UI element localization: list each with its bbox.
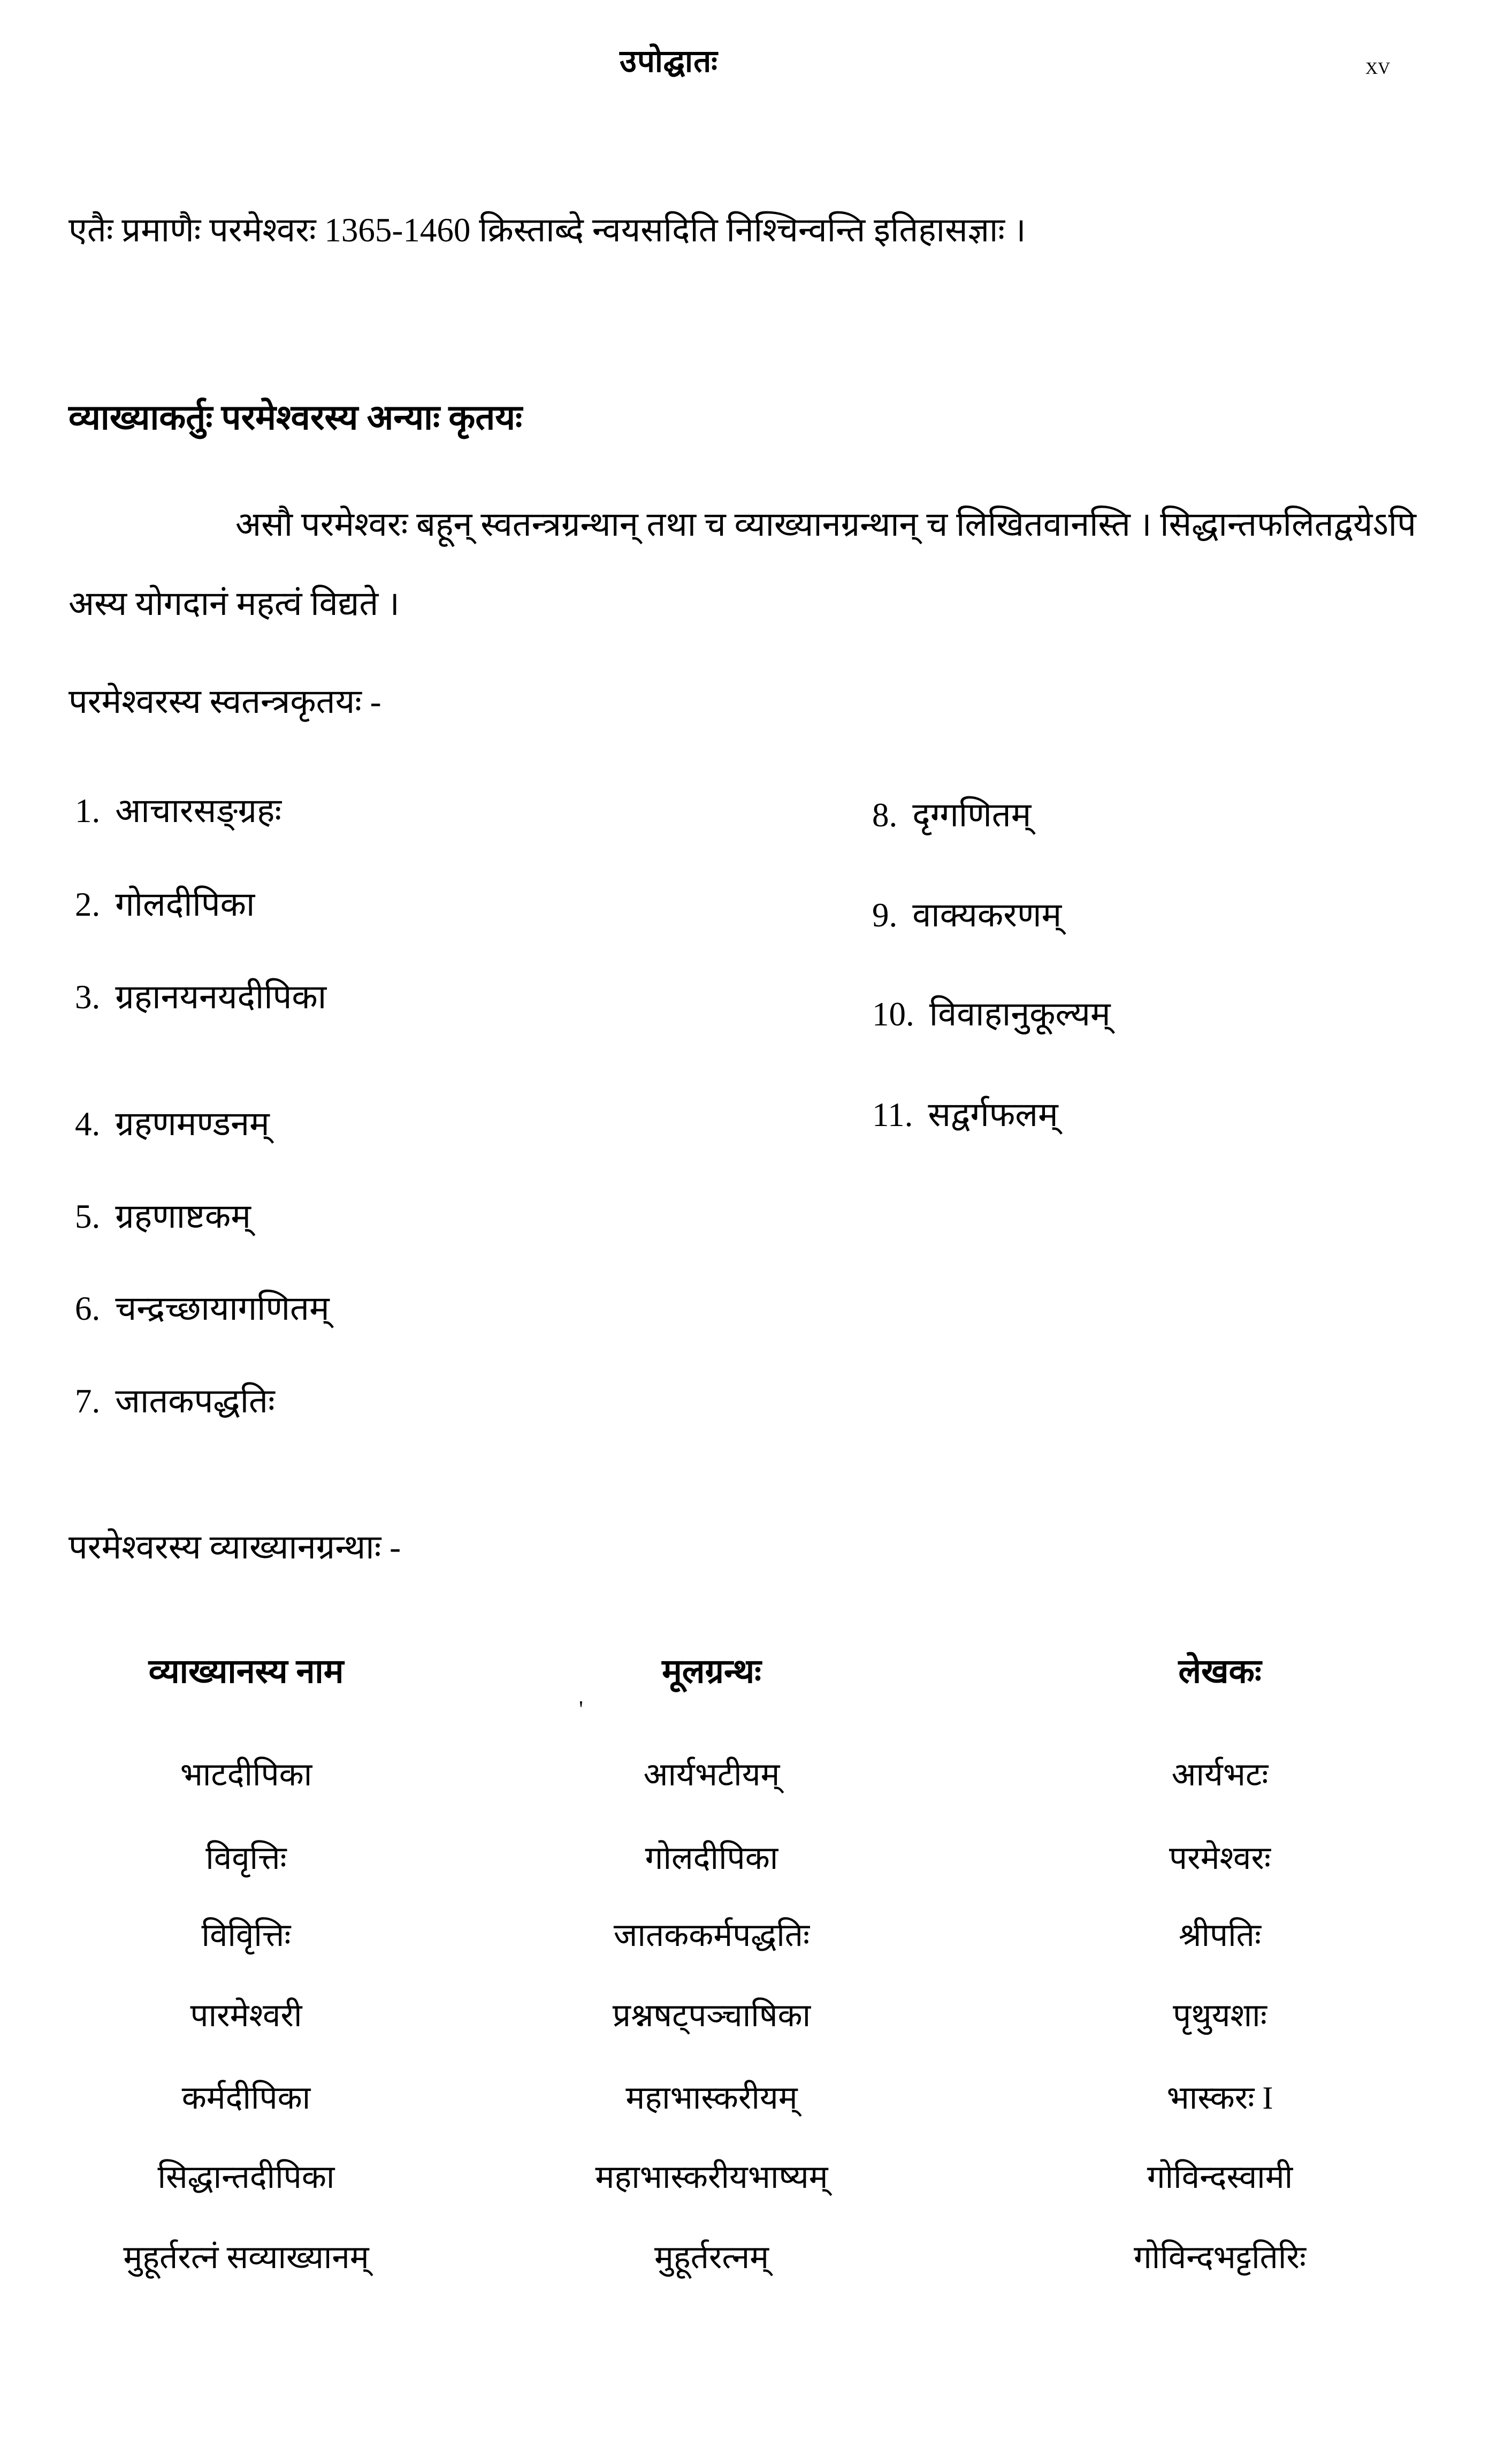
list-item <box>872 791 1031 836</box>
cell-source: आर्यभटीयम् <box>643 1757 780 1792</box>
cell-name: भाटदीपिका <box>180 1757 312 1792</box>
item-title: ग्रहणमण्डनम् <box>115 1105 270 1143</box>
item-number: 7. <box>75 1382 101 1420</box>
cell-name: मुहूर्तरत्नं सव्याख्यानम् <box>123 2240 369 2275</box>
table-row <box>54 1992 1455 2036</box>
section-heading: व्याख्याकर्तुः परमेश्वरस्य अन्याः कृतयः <box>68 399 523 437</box>
item-number: 9. <box>872 896 898 934</box>
cell-name: कर्मदीपिका <box>181 2080 311 2116</box>
item-title: ग्रहानयनयदीपिका <box>115 978 327 1016</box>
table-row <box>54 2234 1455 2278</box>
intro-paragraph: एतैः प्रमाणैः परमेश्वरः 1365-1460 क्रिस्ताब्दे न्वयसदिति निश्चिन्वन्ति इतिहासज्ञाः । <box>68 211 1026 249</box>
item-title: ग्रहणाष्टकम् <box>115 1198 251 1235</box>
table-row <box>54 2074 1455 2118</box>
cell-source: प्रश्नषट्पञ्चाषिका <box>612 1998 811 2033</box>
cell-source: गोलदीपिका <box>645 1841 778 1876</box>
item-number: 3. <box>75 978 101 1016</box>
list-item <box>75 1192 251 1238</box>
cell-source: महाभास्करीयम् <box>625 2080 798 2116</box>
item-title: सद्वर्गफलम् <box>928 1096 1058 1134</box>
item-number: 6. <box>75 1290 101 1327</box>
commentaries-heading: परमेश्वरस्य व्याख्यानग्रन्थाः - <box>68 1528 401 1566</box>
list-item <box>872 990 1111 1036</box>
item-number: 11. <box>872 1096 913 1134</box>
cell-name: पारमेश्वरी <box>190 1998 302 2033</box>
table-row <box>54 1912 1455 1956</box>
page-number: xv <box>1365 52 1391 79</box>
item-number: 8. <box>872 796 898 834</box>
commentary-table-header <box>54 1647 1455 1693</box>
cell-author: आर्यभटः <box>1171 1757 1269 1792</box>
stray-ink-mark: ' <box>579 1696 583 1722</box>
cell-name: विविृत्तिः <box>201 1918 291 1953</box>
table-row <box>54 1835 1455 1879</box>
cell-author: गोविन्दभट्टतिरिः <box>1133 2240 1307 2275</box>
cell-author: पृथुयशाः <box>1173 1998 1267 2033</box>
table-row <box>54 2154 1455 2197</box>
item-title: वाक्यकरणम् <box>912 896 1062 934</box>
item-number: 4. <box>75 1105 101 1143</box>
list-item <box>75 973 326 1018</box>
cell-author: भास्करः I <box>1166 2080 1273 2116</box>
column-header-source: मूलग्रन्थः <box>662 1653 761 1690</box>
cell-source: जातककर्मपद्धतिः <box>613 1918 810 1953</box>
item-number: 1. <box>75 792 101 830</box>
table-row <box>54 1751 1455 1795</box>
cell-author: गोविन्दस्वामी <box>1147 2159 1293 2195</box>
cell-author: श्रीपतिः <box>1179 1918 1261 1953</box>
list-item <box>75 1284 330 1330</box>
item-title: विवाहानुकूल्यम् <box>929 995 1111 1033</box>
item-title: चन्द्रच्छायागणितम् <box>115 1290 330 1327</box>
list-item <box>75 787 281 832</box>
item-title: जातकपद्धतिः <box>115 1382 275 1420</box>
item-number: 2. <box>75 886 101 923</box>
column-header-name: व्याख्यानस्य नाम <box>148 1653 344 1690</box>
cell-name: विवृत्तिः <box>205 1841 287 1876</box>
item-number: 5. <box>75 1198 101 1235</box>
independent-works-heading: परमेश्वरस्य स्वतन्त्रकृतयः - <box>68 683 381 720</box>
item-title: गोलदीपिका <box>115 886 255 923</box>
page-title: उपोद्घातः <box>620 44 718 79</box>
list-item <box>75 1377 275 1423</box>
cell-source: मुहूर्तरत्नम् <box>654 2240 769 2275</box>
item-title: आचारसङ्ग्रहः <box>115 792 282 830</box>
cell-name: सिद्धान्तदीपिका <box>157 2159 335 2195</box>
cell-author: परमेश्वरः <box>1169 1841 1271 1876</box>
list-item <box>872 1091 1058 1136</box>
item-title: दृग्गणितम् <box>912 796 1032 834</box>
cell-source: महाभास्करीयभाष्यम् <box>595 2159 828 2195</box>
list-item <box>75 1100 270 1145</box>
column-header-author: लेखकः <box>1178 1653 1262 1690</box>
body-paragraph: असौ परमेश्वरः बहून् स्वतन्त्रग्रन्थान् तथा च व्याख्यानग्रन्थान् च लिखितवानस्ति । सिद्धान्तफलितद्वयेऽपि अस्य योगदानं महत्वं विद्यते । <box>68 506 1416 622</box>
item-number: 10. <box>872 995 914 1033</box>
list-item <box>872 891 1062 937</box>
list-item <box>75 880 255 926</box>
